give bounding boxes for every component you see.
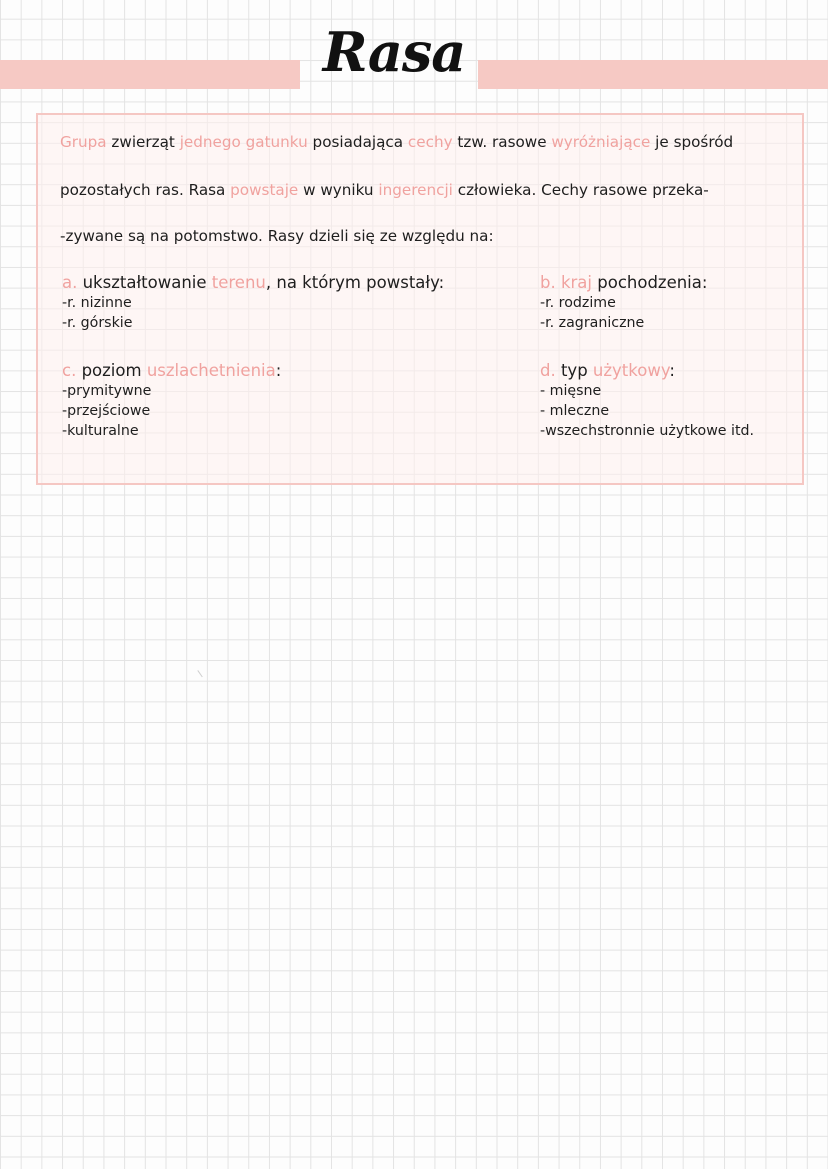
list-item: - mleczne xyxy=(540,403,610,419)
section-a-heading xyxy=(62,273,444,293)
section-b-letter: b. xyxy=(540,273,556,292)
segment: je spośród xyxy=(650,133,734,151)
segment: : xyxy=(669,361,675,380)
section-b-origin xyxy=(540,273,707,333)
section-c-refinement xyxy=(62,361,281,441)
page-title: Rasa xyxy=(322,20,466,84)
segment: posiadająca xyxy=(307,133,408,151)
title-band-right xyxy=(478,60,828,89)
segment: zwierząt xyxy=(106,133,180,151)
section-d-letter: d. xyxy=(540,361,556,380)
segment: pochodzenia: xyxy=(592,273,708,292)
list-item: -prymitywne xyxy=(62,383,152,399)
segment: jednego gatunku xyxy=(179,133,308,151)
section-b-heading xyxy=(540,273,707,293)
segment: kraj xyxy=(555,273,592,292)
segment: człowieka. Cechy rasowe przeka- xyxy=(452,181,709,199)
segment: pozostałych ras. Rasa xyxy=(60,181,231,199)
section-d-heading xyxy=(540,361,754,381)
segment: wyróżniające xyxy=(551,133,651,151)
pencil-mark xyxy=(197,667,207,678)
segment: ingerencji xyxy=(378,181,453,199)
list-item: -wszechstronnie użytkowe itd. xyxy=(540,423,755,439)
list-item: -r. zagraniczne xyxy=(540,315,645,331)
segment: użytkowy xyxy=(592,361,670,380)
segment: ukształtowanie xyxy=(77,273,212,292)
list-item: -r. nizinne xyxy=(62,295,132,311)
section-d-utility xyxy=(540,361,754,441)
section-c-letter: c. xyxy=(62,361,77,380)
segment: Grupa xyxy=(60,133,107,151)
segment: : xyxy=(275,361,282,380)
list-item: - mięsne xyxy=(540,383,602,399)
segment: w wyniku xyxy=(298,181,379,199)
list-item: -kulturalne xyxy=(62,423,139,439)
segment: -zywane są na potomstwo. Rasy dzieli się ze względu na: xyxy=(60,227,494,245)
list-item: -r. rodzime xyxy=(540,295,616,311)
segment: powstaje xyxy=(230,181,299,199)
list-item: -r. górskie xyxy=(62,315,133,331)
definition-line-2 xyxy=(60,181,709,199)
segment: typ xyxy=(555,361,593,380)
section-c-heading xyxy=(62,361,281,381)
segment: , na którym powstały: xyxy=(265,273,445,292)
section-a-letter: a. xyxy=(62,273,78,292)
segment: cechy xyxy=(407,133,453,151)
segment: poziom xyxy=(76,361,147,380)
section-a-terrain xyxy=(62,273,444,333)
definition-line-3 xyxy=(60,227,494,245)
segment: tzw. rasowe xyxy=(452,133,552,151)
segment: uszlachetnienia xyxy=(146,361,276,380)
segment: terenu xyxy=(211,273,266,292)
definition-box xyxy=(36,113,804,485)
definition-line-1 xyxy=(60,133,733,151)
title-band-left xyxy=(0,60,300,89)
list-item: -przejściowe xyxy=(62,403,151,419)
